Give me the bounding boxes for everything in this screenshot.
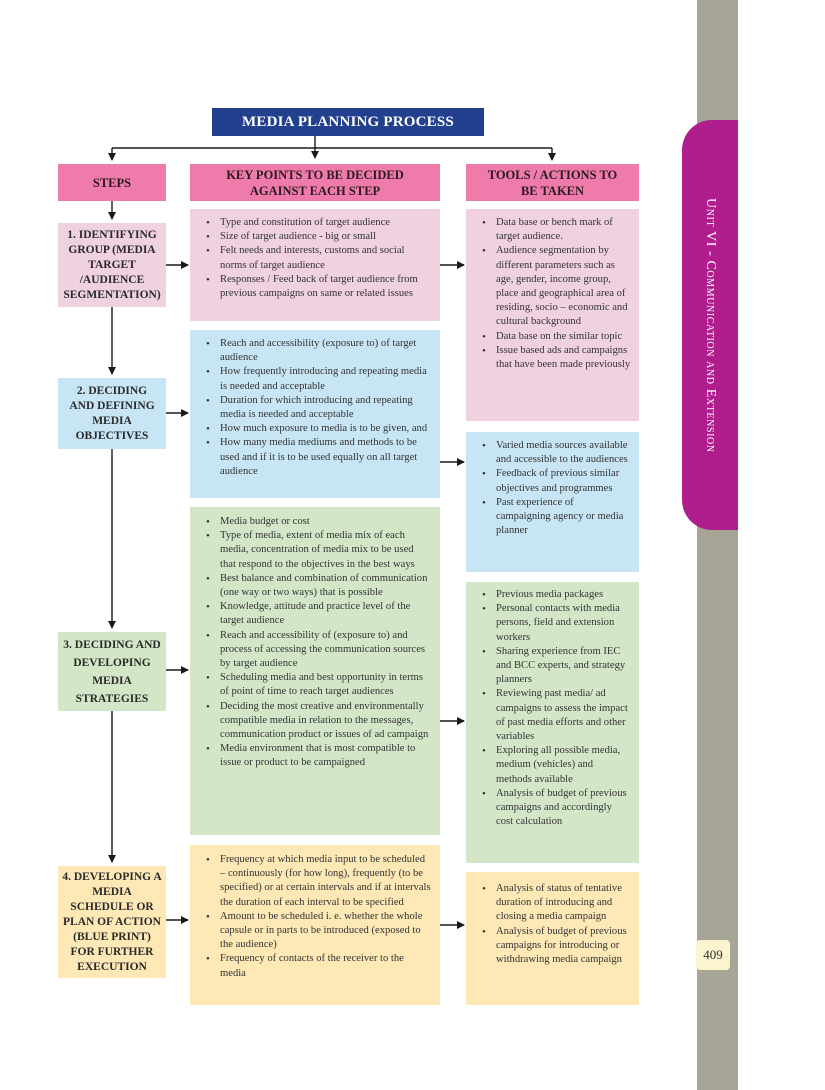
key-points-step-1 (190, 209, 440, 321)
key-point-item: • Deciding the most creative and environmentally compatible media in relation to the messages, communication product or issues of ad campaign (220, 700, 432, 743)
tools-step-3 (466, 582, 639, 863)
tool-item: • Data base on the similar topic (496, 330, 631, 344)
key-point-item: • Amount to be scheduled i. e. whether the whole capsule or in parts to be introduced (exposed to the audience) (220, 910, 432, 953)
key-point-item: • How many media mediums and methods to be used and if it is to be used equally on all target audience (220, 436, 432, 479)
key-points-step-4 (190, 845, 440, 1005)
tool-item: • Analysis of budget of previous campaigns for introducing or withdrawing media campaign (496, 925, 631, 968)
tool-item: • Analysis of budget of previous campaigns and accordingly cost calculation (496, 787, 631, 830)
key-point-item: • Type of media, extent of media mix of each media, concentration of media mix to be used that respond to the objectives in the best ways (220, 529, 432, 572)
key-point-item: • How much exposure to media is to be given, and (220, 422, 432, 436)
key-point-item: • Size of target audience - big or small (220, 230, 432, 244)
key-points-header: KEY POINTS TO BE DECIDED AGAINST EACH STEP (190, 164, 440, 201)
key-point-item: • Frequency at which media input to be scheduled – continuously (for how long), frequently (to be specified) or at certain intervals and if at intervals the duration of each interval to be specified (220, 853, 432, 910)
tool-item: • Reviewing past media/ ad campaigns to assess the impact of past media efforts and other variables (496, 687, 631, 744)
tool-item: • Personal contacts with media persons, field and extension workers (496, 602, 631, 645)
key-point-item: • Duration for which introducing and repeating media is needed and acceptable (220, 394, 432, 422)
step-4-box: 4. DEVELOPING A MEDIA SCHEDULE OR PLAN OF ACTION (BLUE PRINT) FOR FURTHER EXECUTION (58, 866, 166, 978)
key-point-item: • Type and constitution of target audience (220, 216, 432, 230)
tool-item: • Feedback of previous similar objectives and programmes (496, 467, 631, 495)
tool-item: • Past experience of campaigning agency or media planner (496, 496, 631, 539)
steps-header: STEPS (58, 164, 166, 201)
page-number: 409 (696, 940, 730, 970)
tools-step-1 (466, 209, 639, 421)
tool-item: • Varied media sources available and accessible to the audiences (496, 439, 631, 467)
diagram-title: MEDIA PLANNING PROCESS (212, 108, 484, 136)
key-point-item: • Best balance and combination of communication (one way or two ways) that is possible (220, 572, 432, 600)
key-point-item: • Knowledge, attitude and practice level of the target audience (220, 600, 432, 628)
tool-item: • Sharing experience from IEC and BCC experts, and strategy planners (496, 645, 631, 688)
key-points-step-2 (190, 330, 440, 498)
unit-label: Unit VI - Communication and Extension (703, 197, 718, 453)
tool-item: • Data base or bench mark of target audience. (496, 216, 631, 244)
step-2-box: 2. DECIDING AND DEFINING MEDIA OBJECTIVES (58, 378, 166, 449)
step-1-box: 1. IDENTIFYING GROUP (MEDIA TARGET /AUDIENCE SEGMENTATION) (58, 223, 166, 307)
tool-item: • Audience segmentation by different parameters such as age, gender, income group, place and geographical area of residing, socio – economic and cultural background (496, 244, 631, 329)
key-point-item: • Responses / Feed back of target audience from previous campaigns on same or related issues (220, 273, 432, 301)
step-3-box: 3. DECIDING AND DEVELOPING MEDIA STRATEGIES (58, 632, 166, 711)
key-point-item: • Frequency of contacts of the receiver to the media (220, 952, 432, 980)
key-point-item: • Reach and accessibility (exposure to) of target audience (220, 337, 432, 365)
key-point-item: • Felt needs and interests, customs and social norms of target audience (220, 244, 432, 272)
tools-step-4 (466, 872, 639, 1005)
key-points-step-3 (190, 507, 440, 835)
key-point-item: • How frequently introducing and repeating media is needed and acceptable (220, 365, 432, 393)
tool-item: • Issue based ads and campaigns that have been made previously (496, 344, 631, 372)
tool-item: • Exploring all possible media, medium (vehicles) and methods available (496, 744, 631, 787)
tools-header: TOOLS / ACTIONS TO BE TAKEN (466, 164, 639, 201)
key-point-item: • Reach and accessibility of (exposure to) and process of accessing the communication sources by target audience (220, 629, 432, 672)
unit-label-container (682, 120, 738, 530)
tool-item: • Analysis of status of tentative duration of introducing and closing a media campaign (496, 882, 631, 925)
tools-step-2 (466, 432, 639, 572)
key-point-item: • Media environment that is most compatible to issue or product to be campaigned (220, 742, 432, 770)
tool-item: • Previous media packages (496, 588, 631, 602)
key-point-item: • Media budget or cost (220, 515, 432, 529)
key-point-item: • Scheduling media and best opportunity in terms of point of time to reach target audiences (220, 671, 432, 699)
